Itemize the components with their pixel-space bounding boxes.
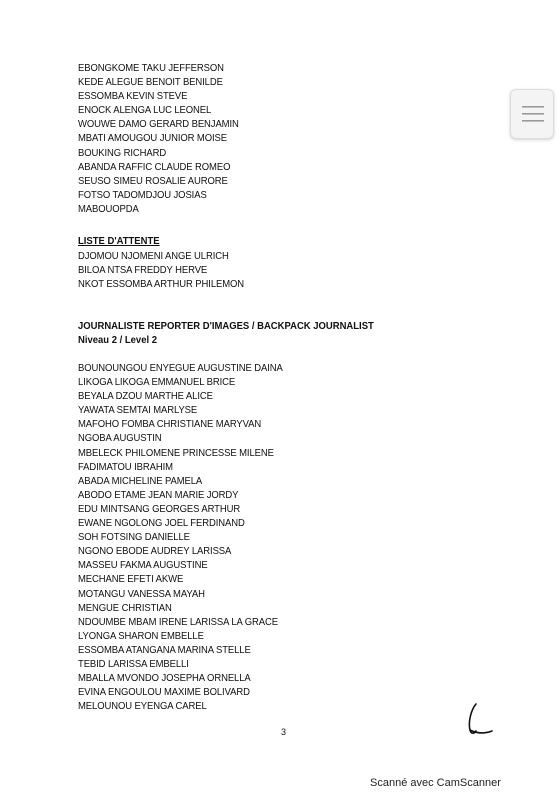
- menu-button[interactable]: [510, 89, 554, 139]
- list-item: TEBID LARISSA EMBELLI: [78, 658, 189, 670]
- list-item: NGOBA AUGUSTIN: [78, 433, 162, 445]
- list-item: BILOA NTSA FREDDY HERVE: [78, 265, 208, 277]
- waiting-name-list: [78, 250, 244, 292]
- section-name-list: [78, 362, 283, 714]
- list-item: EBONGKOME TAKU JEFFERSON: [78, 63, 224, 74]
- list-item: MELOUNOU EYENGA CAREL: [78, 701, 207, 713]
- waiting-list-title: LISTE D'ATTENTE: [78, 236, 160, 247]
- list-item: EWANE NGOLONG JOEL FERDINAND: [78, 518, 245, 530]
- list-item: ABADA MICHELINE PAMELA: [78, 475, 203, 487]
- list-item: ESSOMBA ATANGANA MARINA STELLE: [78, 644, 251, 656]
- list-item: MBELECK PHILOMENE PRINCESSE MILENE: [78, 447, 274, 459]
- list-item: KEDE ALEGUE BENOIT BENILDE: [78, 77, 223, 89]
- list-item: WOUWE DAMO GERARD BENJAMIN: [78, 119, 239, 131]
- main-name-list: [78, 62, 239, 217]
- list-item: LIKOGA LIKOGA EMMANUEL BRICE: [78, 377, 236, 389]
- list-item: NKOT ESSOMBA ARTHUR PHILEMON: [78, 279, 245, 291]
- list-item: MBATI AMOUGOU JUNIOR MOISE: [78, 133, 228, 145]
- list-item: MASSEU FAKMA AUGUSTINE: [78, 560, 208, 572]
- list-item: SEUSO SIMEU ROSALIE AURORE: [78, 175, 228, 187]
- list-item: LYONGA SHARON EMBELLE: [78, 630, 204, 642]
- list-item: ABANDA RAFFIC CLAUDE ROMEO: [78, 161, 231, 173]
- list-item: MOTANGU VANESSA MAYAH: [78, 588, 205, 600]
- list-item: MAFOHO FOMBA CHRISTIANE MARYVAN: [78, 419, 262, 431]
- scanner-footer: Scanné avec CamScanner: [370, 777, 501, 789]
- list-item: MABOUOPDA: [78, 203, 139, 215]
- list-item: BEYALA DZOU MARTHE ALICE: [78, 391, 213, 403]
- list-item: SOH FOTSING DANIELLE: [78, 532, 190, 544]
- signature-icon: [462, 700, 498, 738]
- list-item: EDU MINTSANG GEORGES ARTHUR: [78, 503, 241, 515]
- list-item: MBALLA MVONDO JOSEPHA ORNELLA: [78, 673, 251, 685]
- list-item: ESSOMBA KEVIN STEVE: [78, 91, 188, 103]
- page-number: 3: [281, 727, 287, 737]
- section-level: Niveau 2 / Level 2: [78, 335, 158, 346]
- list-item: ABODO ETAME JEAN MARIE JORDY: [78, 489, 239, 501]
- list-item: FADIMATOU IBRAHIM: [78, 461, 173, 473]
- list-item: MECHANE EFETI AKWE: [78, 574, 184, 586]
- list-item: FOTSO TADOMDJOU JOSIAS: [78, 189, 207, 201]
- list-item: NDOUMBE MBAM IRENE LARISSA LA GRACE: [78, 616, 278, 628]
- list-item: MENGUE CHRISTIAN: [78, 602, 172, 614]
- section-header: [78, 320, 374, 348]
- section-title: JOURNALISTE REPORTER D'IMAGES / BACKPACK JOURNALIST: [78, 321, 374, 332]
- hamburger-menu-icon: [522, 105, 544, 123]
- list-item: NGONO EBODE AUDREY LARISSA: [78, 546, 232, 558]
- list-item: YAWATA SEMTAI MARLYSE: [78, 405, 198, 417]
- list-item: BOUKING RICHARD: [78, 147, 167, 159]
- list-item: EVINA ENGOULOU MAXIME BOLIVARD: [78, 687, 250, 699]
- list-item: DJOMOU NJOMENI ANGE ULRICH: [78, 251, 229, 262]
- list-item: BOUNOUNGOU ENYEGUE AUGUSTINE DAINA: [78, 363, 283, 374]
- list-item: ENOCK ALENGA LUC LEONEL: [78, 105, 212, 117]
